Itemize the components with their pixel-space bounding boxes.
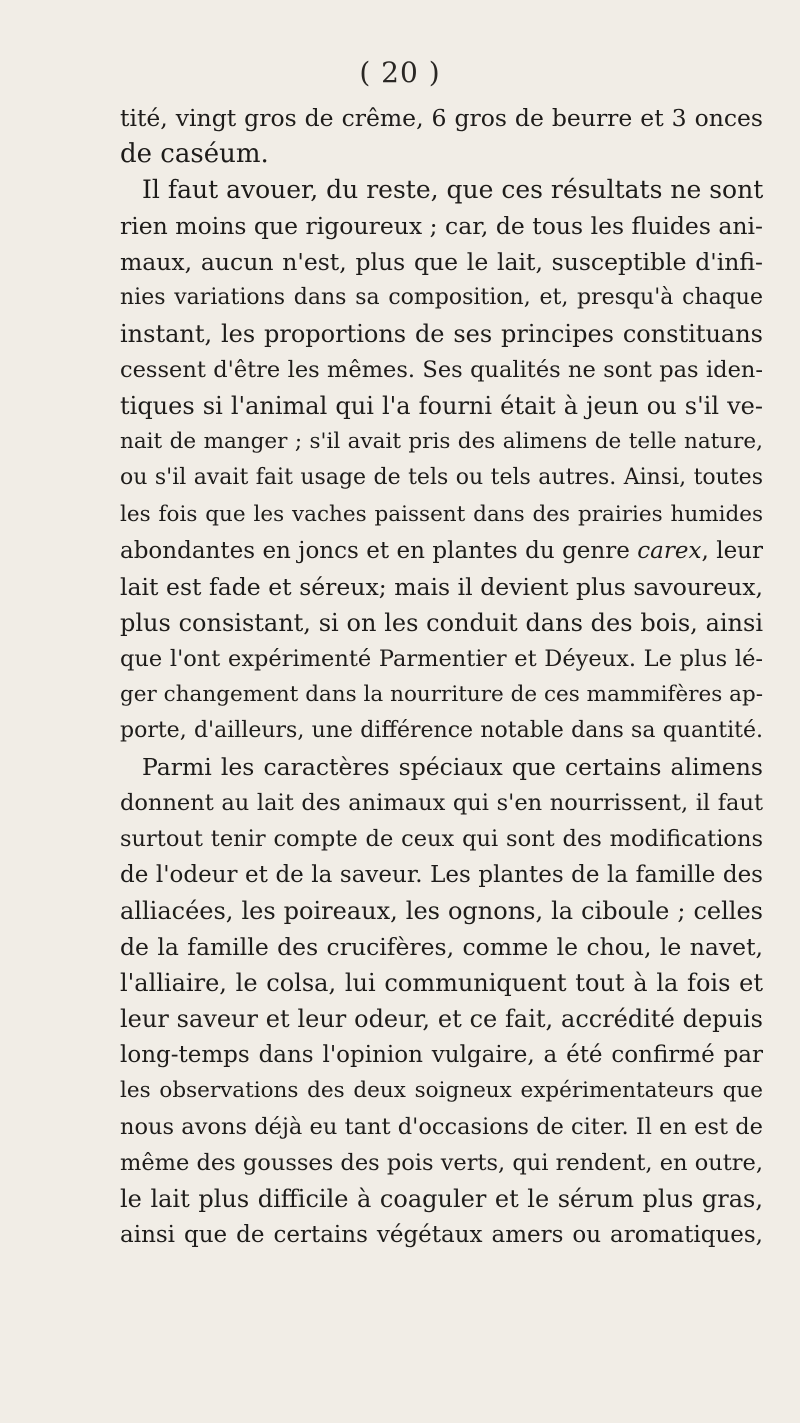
text-line: de la famille des crucifères, comme le chou, le navet, [120, 933, 763, 962]
text-line: que l'ont expérimenté Parmentier et Déyeux. Le plus lé- [120, 645, 763, 672]
text-line: ger changement dans la nourriture de ces mammifères ap- [120, 681, 763, 707]
text-line: long-temps dans l'opinion vulgaire, a été confirmé par [120, 1042, 763, 1069]
text-line: nait de manger ; s'il avait pris des alimens de telle nature, [120, 429, 763, 455]
text-line: Parmi les caractères spéciaux que certains alimens [142, 752, 763, 781]
text-line: de caséum. [120, 139, 269, 170]
page-number: ( 20 ) [359, 56, 441, 89]
text-fragment: abondantes en joncs et en plantes du genre [120, 537, 638, 564]
text-line: rien moins que rigoureux ; car, de tous les fluides ani- [120, 212, 763, 241]
text-line: donnent au lait des animaux qui s'en nourrissent, il faut [120, 789, 763, 816]
text-line: tiques si l'animal qui l'a fourni était à jeun ou s'il ve- [120, 392, 763, 421]
text-line: nous avons déjà eu tant d'occasions de citer. Il en est de [120, 1114, 763, 1141]
text-fragment: , leur [701, 537, 763, 564]
text-line: leur saveur et leur odeur, et ce fait, accrédité depuis [120, 1005, 763, 1034]
text-line: alliacées, les poireaux, les ognons, la ciboule ; celles [120, 897, 763, 926]
text-line: les observations des deux soigneux expérimentateurs que [120, 1078, 763, 1104]
text-line: ainsi que de certains végétaux amers ou aromatiques, [120, 1222, 763, 1249]
text-line: même des gousses des pois verts, qui rendent, en outre, [120, 1150, 763, 1177]
text-line [120, 533, 763, 569]
text-line: lait est fade et séreux; mais il devient plus savoureux, [120, 572, 763, 601]
text-line: nies variations dans sa composition, et, presqu'à chaque [120, 285, 763, 311]
text-line: de l'odeur et de la saveur. Les plantes de la famille des [120, 861, 763, 888]
text-line: instant, les proportions de ses principes constituans [120, 320, 763, 349]
body-text [120, 100, 763, 1254]
text-line: Il faut avouer, du reste, que ces résultats ne sont [142, 175, 764, 205]
text-line: cessent d'être les mêmes. Ses qualités ne sont pas iden- [120, 357, 763, 384]
text-line: porte, d'ailleurs, une différence notable dans sa quantité. [120, 717, 763, 743]
text-line: maux, aucun n'est, plus que le lait, susceptible d'infi- [120, 248, 763, 277]
text-line: surtout tenir compte de ceux qui sont des modifications [120, 825, 763, 852]
italic-term: carex [637, 537, 702, 564]
text-line: l'alliaire, le colsa, lui communiquent tout à la fois et [120, 969, 763, 998]
text-line: tité, vingt gros de crême, 6 gros de beurre et 3 onces [120, 104, 763, 132]
text-line: le lait plus difficile à coaguler et le sérum plus gras, [120, 1185, 763, 1214]
text-line: ou s'il avait fait usage de tels ou tels autres. Ainsi, toutes [120, 465, 763, 491]
text-line: plus consistant, si on les conduit dans des bois, ainsi [120, 608, 763, 637]
text-line: les fois que les vaches paissent dans des prairies humides [120, 501, 763, 527]
